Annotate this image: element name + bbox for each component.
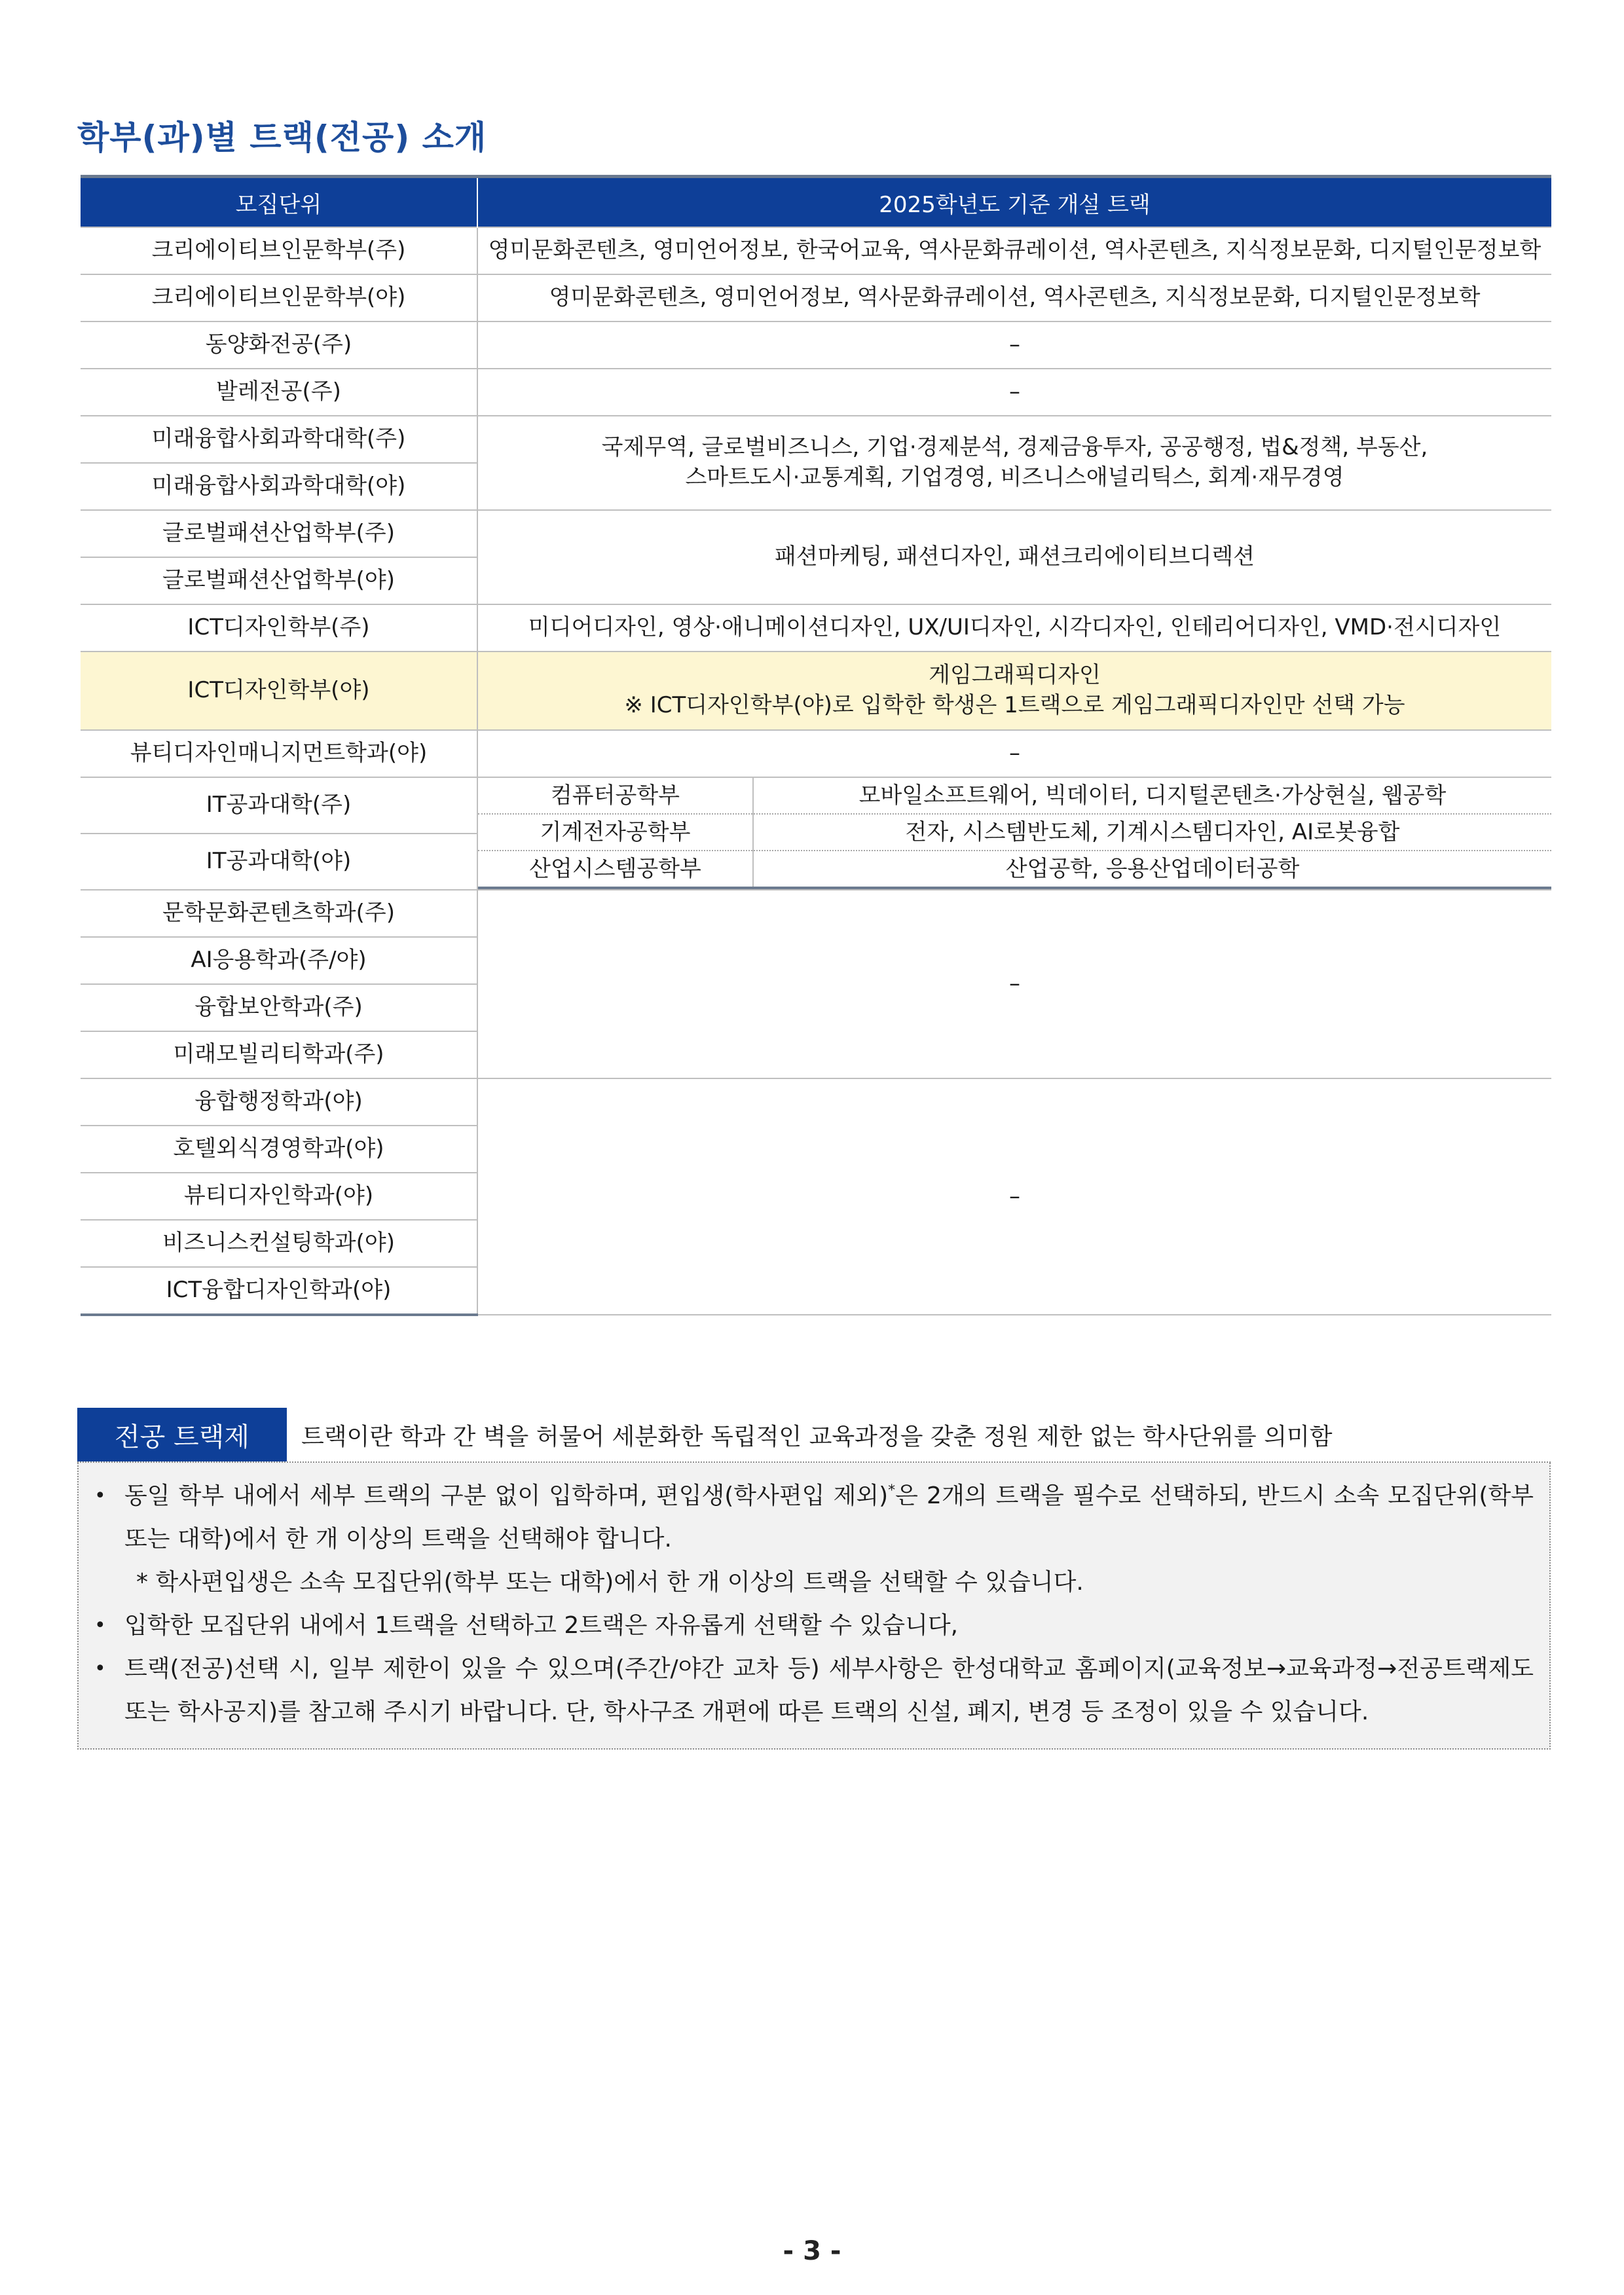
bullet-item xyxy=(94,1475,1534,1561)
info-definition: 트랙이란 학과 간 벽을 허물어 세분화한 독립적인 교육과정을 갖춘 정원 제한 없는 학사단위를 의미함 xyxy=(301,1423,1333,1450)
tracks-line: 스마트도시·교통계획, 기업경영, 비즈니스애널리틱스, 회계·재무경영 xyxy=(685,464,1344,490)
unit-cell: 글로벌패션산업학부(주) xyxy=(81,510,477,557)
tracks-cell: – xyxy=(477,1078,1551,1315)
table-row xyxy=(81,274,1551,321)
tracks-cell xyxy=(477,416,1551,510)
tracks-cell: – xyxy=(477,321,1551,369)
bullet-text-part: 은 2개의 트랙을 필수로 선택하되, 반드시 소속 모집단위(학부 또는 대학)에서 한 개 이상의 트랙을 선택해야 합니다. xyxy=(124,1482,1534,1552)
table-row xyxy=(81,1078,1551,1126)
unit-cell: ICT디자인학부(주) xyxy=(81,604,477,652)
table-row xyxy=(81,777,1551,834)
unit-cell: 뷰티디자인학과(야) xyxy=(81,1173,477,1220)
info-header xyxy=(77,1408,1551,1463)
track-table xyxy=(81,175,1551,1316)
unit-cell: 크리에이티브인문학부(주) xyxy=(81,227,477,274)
page-title: 학부(과)별 트랙(전공) 소개 xyxy=(77,119,487,156)
dept-cell: 기계전자공학부 xyxy=(478,814,753,851)
unit-cell: AI응용학과(주/야) xyxy=(81,937,477,984)
table-row xyxy=(81,227,1551,274)
table-row xyxy=(81,604,1551,652)
tracks-cell: 미디어디자인, 영상·애니메이션디자인, UX/UI디자인, 시각디자인, 인테리어디자인, VMD·전시디자인 xyxy=(477,604,1551,652)
header-unit: 모집단위 xyxy=(81,177,477,228)
unit-cell: 문학문화콘텐츠학과(주) xyxy=(81,890,477,937)
tracks-line: 국제무역, 글로벌비즈니스, 기업·경제분석, 경제금융투자, 공공행정, 법&정책, 부동산, xyxy=(601,434,1428,461)
table-row xyxy=(81,730,1551,777)
it-subtable xyxy=(478,778,1551,889)
table-row xyxy=(81,369,1551,416)
table-row xyxy=(81,890,1551,937)
tracks-cell xyxy=(477,652,1551,730)
subtable-row xyxy=(478,851,1551,888)
track-system-info-box xyxy=(77,1408,1551,1750)
tracks-subtable-cell xyxy=(477,777,1551,890)
unit-cell: 호텔외식경영학과(야) xyxy=(81,1126,477,1173)
bullet-text: 트랙(전공)선택 시, 일부 제한이 있을 수 있으며(주간/야간 교차 등) 세부사항은 한성대학교 홈페이지(교육정보→교육과정→전공트랙제도 또는 학사공지)를 참고해 주시기 바랍니다. 단, 학사구조 개편에 따른 트랙의 신설, 폐지, 변경 등 조정이 있을 수 있습니다. xyxy=(124,1655,1534,1725)
subtable-row xyxy=(478,778,1551,814)
bullet-item xyxy=(94,1647,1534,1734)
unit-cell: 동양화전공(주) xyxy=(81,321,477,369)
unit-cell: ICT디자인학부(야) xyxy=(81,652,477,730)
unit-cell: 융합행정학과(야) xyxy=(81,1078,477,1126)
info-tag: 전공 트랙제 xyxy=(77,1408,287,1461)
page-number: - 3 - xyxy=(783,2236,841,2266)
tracks-cell: – xyxy=(477,730,1551,777)
table-row-highlighted xyxy=(81,652,1551,730)
unit-cell: 비즈니스컨설팅학과(야) xyxy=(81,1220,477,1267)
dept-tracks-cell: 전자, 시스템반도체, 기계시스템디자인, AI로봇융합 xyxy=(753,814,1551,851)
dept-cell: 컴퓨터공학부 xyxy=(478,778,753,814)
bullet-text: 입학한 모집단위 내에서 1트랙을 선택하고 2트랙은 자유롭게 선택할 수 있습니다, xyxy=(124,1612,959,1639)
header-tracks: 2025학년도 기준 개설 트랙 xyxy=(477,177,1551,228)
tracks-cell: – xyxy=(477,369,1551,416)
tracks-cell: 패션마케팅, 패션디자인, 패션크리에이티브디렉션 xyxy=(477,510,1551,604)
bullet-icon: • xyxy=(94,1484,106,1507)
dept-cell: 산업시스템공학부 xyxy=(478,851,753,888)
unit-cell: 글로벌패션산업학부(야) xyxy=(81,557,477,604)
dept-tracks-cell: 산업공학, 응용산업데이터공학 xyxy=(753,851,1551,888)
bullet-text-part: 동일 학부 내에서 세부 트랙의 구분 없이 입학하며, 편입생(학사편입 제외) xyxy=(124,1482,889,1509)
footnote-marker: * xyxy=(888,1482,896,1499)
unit-cell: 발레전공(주) xyxy=(81,369,477,416)
tracks-cell: 영미문화콘텐츠, 영미언어정보, 한국어교육, 역사문화큐레이션, 역사콘텐츠, 지식정보문화, 디지털인문정보학 xyxy=(477,227,1551,274)
unit-cell: 뷰티디자인매니지먼트학과(야) xyxy=(81,730,477,777)
table-row xyxy=(81,416,1551,463)
unit-cell: 미래모빌리티학과(주) xyxy=(81,1031,477,1078)
bullet-text xyxy=(124,1475,1534,1561)
table-row xyxy=(81,321,1551,369)
tracks-note: ※ ICT디자인학부(야)로 입학한 학생은 1트랙으로 게임그래픽디자인만 선택 가능 xyxy=(624,692,1405,718)
unit-cell: 융합보안학과(주) xyxy=(81,984,477,1031)
unit-cell: IT공과대학(야) xyxy=(81,834,477,890)
footnote-text: * 학사편입생은 소속 모집단위(학부 또는 대학)에서 한 개 이상의 트랙을 선택할 수 있습니다. xyxy=(136,1569,1084,1596)
unit-cell: 미래융합사회과학대학(주) xyxy=(81,416,477,463)
tracks-line: 게임그래픽디자인 xyxy=(929,662,1101,689)
bullet-icon: • xyxy=(94,1657,106,1680)
subtable-row xyxy=(478,814,1551,851)
unit-cell: 미래융합사회과학대학(야) xyxy=(81,463,477,510)
bullet-item xyxy=(94,1604,1534,1647)
unit-cell: ICT융합디자인학과(야) xyxy=(81,1267,477,1315)
bullet-icon: • xyxy=(94,1614,106,1637)
table-header-row xyxy=(81,177,1551,228)
tracks-cell: 영미문화콘텐츠, 영미언어정보, 역사문화큐레이션, 역사콘텐츠, 지식정보문화, 디지털인문정보학 xyxy=(477,274,1551,321)
unit-cell: 크리에이티브인문학부(야) xyxy=(81,274,477,321)
info-body xyxy=(77,1463,1551,1750)
tracks-cell: – xyxy=(477,890,1551,1078)
unit-cell: IT공과대학(주) xyxy=(81,777,477,834)
table-row xyxy=(81,510,1551,557)
dept-tracks-cell: 모바일소프트웨어, 빅데이터, 디지털콘텐츠·가상현실, 웹공학 xyxy=(753,778,1551,814)
